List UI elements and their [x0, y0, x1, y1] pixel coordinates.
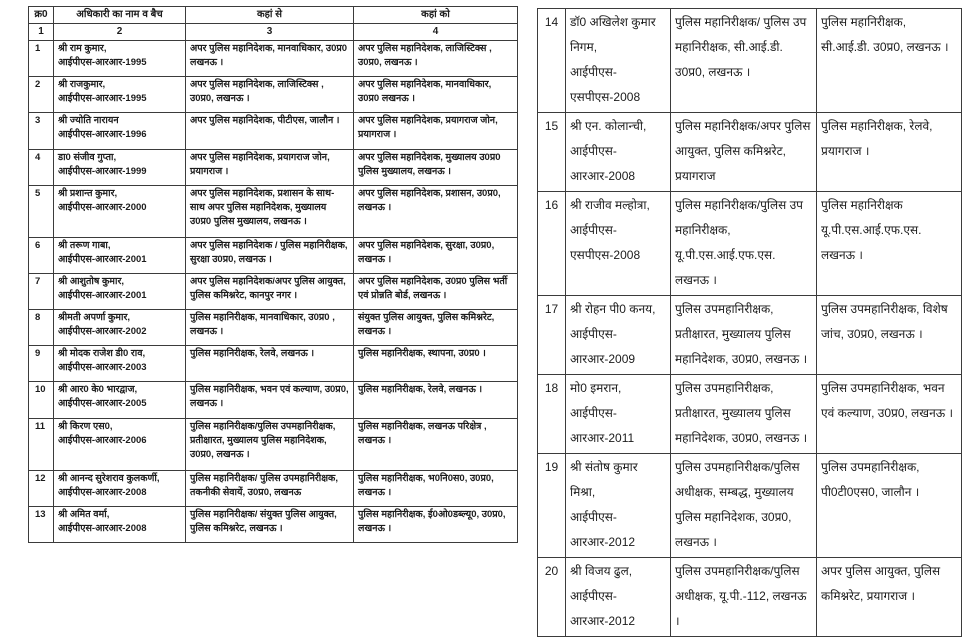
- table-row: [538, 113, 962, 192]
- col-number-4: 4: [354, 24, 518, 41]
- officer-batch: आईपीएस-आरआर-1995: [58, 57, 147, 68]
- to-posting-cell: अपर पुलिस महानिदेशक, सुरक्षा, उ0प्र0, लखनऊ ।: [354, 237, 518, 273]
- from-posting-cell: पुलिस महानिरीक्षक/अपर पुलिस आयुक्त, पुलिस कमिश्नरेट, प्रयागराज: [671, 113, 817, 192]
- table-row: [29, 382, 518, 418]
- column-number-row: [29, 24, 518, 41]
- from-posting-cell: पुलिस महानिरीक्षक, रेलवे, लखनऊ ।: [186, 346, 354, 382]
- to-posting-cell: पुलिस महानिरीक्षक, रेलवे, प्रयागराज ।: [817, 113, 962, 192]
- officer-transfer-table-right: [537, 8, 962, 637]
- to-posting-cell: पुलिस महानिरीक्षक, सी.आई.डी. उ0प्र0, लखनऊ ।: [817, 9, 962, 113]
- to-posting-cell: पुलिस महानिरीक्षक, भ0नि0स0, उ0प्र0, लखनऊ ।: [354, 470, 518, 506]
- officer-batch: आईपीएस-आरआर-2008: [58, 486, 147, 498]
- to-posting-cell: अपर पुलिस महानिदेशक, मानवाधिकार, उ0प्र0 लखनऊ ।: [354, 77, 518, 113]
- to-posting-cell: पुलिस उपमहानिरीक्षक, भवन एवं कल्याण, उ0प्र0, लखनऊ ।: [817, 375, 962, 454]
- officer-name: श्री राम कुमार,: [58, 43, 107, 54]
- to-posting-cell: अपर पुलिस महानिदेशक, प्रशासन, उ0प्र0, लखनऊ ।: [354, 185, 518, 237]
- table-row: [29, 470, 518, 506]
- table-row: [538, 9, 962, 113]
- from-posting-cell: पुलिस महानिरीक्षक/पुलिस उपमहानिरीक्षक, प्रतीक्षारत, मुख्यालय पुलिस महानिदेशक, उ0प्र0, लखनऊ ।: [186, 418, 354, 470]
- officer-name: श्री आनन्द सुरेशराव कुलकर्णी,: [58, 472, 160, 484]
- to-posting-cell: अपर पुलिस महानिदेशक, मुख्यालय उ0प्र0 पुलिस मुख्यालय, लखनऊ ।: [354, 149, 518, 185]
- officer-batch: आईपीएस-आरआर-1996: [58, 129, 147, 141]
- officer-name: श्री राजकुमार,: [58, 79, 106, 91]
- officer-name-cell: [54, 346, 186, 382]
- col-header-to: कहां को: [354, 7, 518, 24]
- officer-batch: आईपीएस-आरआर-2008: [58, 522, 147, 534]
- from-posting-cell: पुलिस महानिरीक्षक/ पुलिस उप महानिरीक्षक, सी.आई.डी. उ0प्र0, लखनऊ ।: [671, 9, 817, 113]
- officer-batch: आईपीएस-आरआर-2008: [570, 144, 636, 183]
- to-posting-cell: संयुक्त पुलिस आयुक्त, पुलिस कमिश्नरेट, लखनऊ ।: [354, 310, 518, 346]
- officer-name: श्री ज्योति नारायन: [58, 115, 119, 127]
- from-posting-cell: पुलिस महानिरीक्षक, भवन एवं कल्याण, उ0प्र0, लखनऊ ।: [186, 382, 354, 418]
- officer-batch: आईपीएस-एसपीएस-2008: [570, 65, 641, 104]
- officer-name: श्री अमित वर्मा,: [58, 508, 110, 520]
- officer-batch: आईपीएस-एसपीएस-2008: [570, 223, 641, 262]
- from-posting-cell: अपर पुलिस महानिदेशक, लाजिस्टिक्स , उ0प्र0, लखनऊ ।: [186, 77, 354, 113]
- table-row: [29, 41, 518, 77]
- serial-number: 15: [538, 113, 566, 192]
- from-posting-cell: अपर पुलिस महानिदेशक, मानवाधिकार, उ0प्र0 लखनऊ ।: [186, 41, 354, 77]
- officer-name: श्री प्रशान्त कुमार,: [58, 187, 118, 199]
- serial-number: 2: [29, 77, 54, 113]
- officer-name: श्री तरूण गाबा,: [58, 239, 111, 251]
- serial-number: 6: [29, 237, 54, 273]
- officer-batch: आईपीएस-आरआर-2001: [58, 289, 147, 301]
- serial-number: 9: [29, 346, 54, 382]
- officer-name: श्री मोदक राजेश डी0 राव,: [58, 348, 146, 360]
- to-posting-cell: पुलिस उपमहानिरीक्षक, विशेष जांच, उ0प्र0, लखनऊ ।: [817, 296, 962, 375]
- table-row: [29, 346, 518, 382]
- table-row: [29, 77, 518, 113]
- serial-number: 1: [29, 41, 54, 77]
- officer-name-cell: [566, 296, 671, 375]
- col-header-serial: क्र0: [29, 7, 54, 24]
- from-posting-cell: पुलिस उपमहानिरीक्षक/पुलिस अधीक्षक, यू.पी.-112, लखनऊ ।: [671, 558, 817, 637]
- to-posting-cell: पुलिस उपमहानिरीक्षक, पी0टी0एस0, जालौन ।: [817, 454, 962, 558]
- officer-name: मो0 इमरान,: [570, 381, 622, 395]
- to-posting-cell: अपर पुलिस आयुक्त, पुलिस कमिश्नरेट, प्रयागराज ।: [817, 558, 962, 637]
- table-row: [29, 149, 518, 185]
- officer-name-cell: [566, 9, 671, 113]
- officer-name: श्री आशुतोष कुमार,: [58, 275, 124, 287]
- to-posting-cell: अपर पुलिस महानिदेशक, उ0प्र0 पुलिस भर्ती एवं प्रोन्नति बोर्ड, लखनऊ ।: [354, 273, 518, 309]
- from-posting-cell: अपर पुलिस महानिदेशक, प्रशासन के साथ-साथ अपर पुलिस महानिदेशक, मुख्यालय उ0प्र0 पुलिस मुख्यालय, लखनऊ ।: [186, 185, 354, 237]
- officer-batch: आईपीएस-आरआर-2011: [570, 406, 635, 445]
- officer-name: श्री आर0 के0 भारद्वाज,: [58, 384, 138, 396]
- officer-name-cell: [566, 375, 671, 454]
- table-row: [538, 375, 962, 454]
- from-posting-cell: अपर पुलिस महानिदेशक, प्रयागराज जोन, प्रयागराज ।: [186, 149, 354, 185]
- officer-name: श्री एन. कोलान्ची,: [570, 119, 647, 133]
- serial-number: 20: [538, 558, 566, 637]
- serial-number: 14: [538, 9, 566, 113]
- to-posting-cell: पुलिस महानिरीक्षक यू.पी.एस.आई.एफ.एस. लखनऊ ।: [817, 192, 962, 296]
- col-header-from: कहां से: [186, 7, 354, 24]
- to-posting-cell: अपर पुलिस महानिदेशक, लाजिस्टिक्स , उ0प्र0, लखनऊ ।: [354, 41, 518, 77]
- col-header-name-batch: अधिकारी का नाम व बैच: [54, 7, 186, 24]
- officer-name-cell: [54, 418, 186, 470]
- officer-name: डॉ0 अखिलेश कुमार निगम,: [570, 15, 656, 54]
- from-posting-cell: पुलिस महानिरीक्षक, मानवाधिकार, उ0प्र0 , लखनऊ ।: [186, 310, 354, 346]
- officer-name-cell: [566, 113, 671, 192]
- serial-number: 3: [29, 113, 54, 149]
- table-row: [538, 296, 962, 375]
- officer-name: श्री संतोष कुमार मिश्रा,: [570, 460, 638, 499]
- serial-number: 7: [29, 273, 54, 309]
- from-posting-cell: पुलिस उपमहानिरीक्षक, प्रतीक्षारत, मुख्यालय पुलिस महानिदेशक, उ0प्र0, लखनऊ ।: [671, 296, 817, 375]
- to-posting-cell: पुलिस महानिरीक्षक, लखनऊ परिक्षेत्र , लखनऊ ।: [354, 418, 518, 470]
- officer-name: श्री विजय ढुल,: [570, 564, 633, 578]
- table-row: [538, 192, 962, 296]
- officer-batch: आईपीएस-आरआर-2006: [58, 434, 147, 446]
- from-posting-cell: पुलिस महानिरीक्षक/ संयुक्त पुलिस आयुक्त, पुलिस कमिश्नरेट, लखनऊ ।: [186, 506, 354, 542]
- serial-number: 18: [538, 375, 566, 454]
- officer-name: श्री राजीव मल्होत्रा,: [570, 198, 650, 212]
- from-posting-cell: पुलिस महानिरीक्षक/पुलिस उप महानिरीक्षक, यू.पी.एस.आई.एफ.एस. लखनऊ ।: [671, 192, 817, 296]
- officer-transfer-table-left: [28, 6, 518, 543]
- col-number-3: 3: [186, 24, 354, 41]
- serial-number: 16: [538, 192, 566, 296]
- officer-name: श्रीमती अपर्णा कुमार,: [58, 312, 130, 324]
- officer-batch: आईपीएस-आरआर-2009: [570, 327, 636, 366]
- officer-name-cell: [54, 41, 186, 77]
- from-posting-cell: पुलिस उपमहानिरीक्षक, प्रतीक्षारत, मुख्यालय पुलिस महानिदेशक, उ0प्र0, लखनऊ ।: [671, 375, 817, 454]
- officer-batch: आईपीएस-आरआर-2005: [58, 398, 147, 410]
- table-row: [538, 454, 962, 558]
- officer-batch: आईपीएस-आरआर-2003: [58, 362, 147, 374]
- header-row: [29, 7, 518, 24]
- table-row: [29, 113, 518, 149]
- table-row: [29, 273, 518, 309]
- officer-name-cell: [566, 192, 671, 296]
- officer-batch: आईपीएस-आरआर-1995: [58, 93, 147, 105]
- table-row: [29, 310, 518, 346]
- officer-name-cell: [566, 454, 671, 558]
- serial-number: 10: [29, 382, 54, 418]
- table-row: [29, 237, 518, 273]
- officer-name-cell: [54, 149, 186, 185]
- officer-batch: आईपीएस-आरआर-1999: [58, 165, 147, 177]
- officer-name: डा0 संजीव गुप्ता,: [58, 151, 117, 163]
- officer-name-cell: [54, 77, 186, 113]
- table-row: [29, 418, 518, 470]
- serial-number: 19: [538, 454, 566, 558]
- from-posting-cell: पुलिस महानिरीक्षक/ पुलिस उपमहानिरीक्षक, तकनीकी सेवायें, उ0प्र0, लखनऊ: [186, 470, 354, 506]
- officer-name-cell: [54, 237, 186, 273]
- col-number-1: 1: [29, 24, 54, 41]
- serial-number: 17: [538, 296, 566, 375]
- table-row: [538, 558, 962, 637]
- serial-number: 4: [29, 149, 54, 185]
- table-row: [29, 185, 518, 237]
- officer-name-cell: [54, 273, 186, 309]
- to-posting-cell: पुलिस महानिरीक्षक, ई0ओ0डब्ल्यू0, उ0प्र0, लखनऊ ।: [354, 506, 518, 542]
- from-posting-cell: पुलिस उपमहानिरीक्षक/पुलिस अधीक्षक, सम्बद्ध, मुख्यालय पुलिस महानिदेशक, उ0प्र0, लखनऊ ।: [671, 454, 817, 558]
- to-posting-cell: अपर पुलिस महानिदेशक, प्रयागराज जोन, प्रयागराज ।: [354, 113, 518, 149]
- officer-name-cell: [566, 558, 671, 637]
- officer-name-cell: [54, 470, 186, 506]
- officer-batch: आईपीएस-आरआर-2012: [570, 510, 636, 549]
- from-posting-cell: अपर पुलिस महानिदेशक / पुलिस महानिरीक्षक, सुरक्षा उ0प्र0, लखनऊ ।: [186, 237, 354, 273]
- officer-name-cell: [54, 506, 186, 542]
- col-number-2: 2: [54, 24, 186, 41]
- from-posting-cell: अपर पुलिस महानिदेशक/अपर पुलिस आयुक्त, पुलिस कमिश्नरेट, कानपुर नगर ।: [186, 273, 354, 309]
- officer-name-cell: [54, 310, 186, 346]
- officer-batch: आईपीएस-आरआर-2012: [570, 589, 636, 628]
- officer-name-cell: [54, 382, 186, 418]
- to-posting-cell: पुलिस महानिरीक्षक, स्थापना, उ0प्र0 ।: [354, 346, 518, 382]
- serial-number: 8: [29, 310, 54, 346]
- officer-batch: आईपीएस-आरआर-2000: [58, 201, 147, 213]
- officer-batch: आईपीएस-आरआर-2001: [58, 253, 147, 265]
- serial-number: 5: [29, 185, 54, 237]
- serial-number: 12: [29, 470, 54, 506]
- serial-number: 11: [29, 418, 54, 470]
- officer-name-cell: [54, 185, 186, 237]
- from-posting-cell: अपर पुलिस महानिदेशक, पीटीएस, जालौन ।: [186, 113, 354, 149]
- officer-batch: आईपीएस-आरआर-2002: [58, 326, 147, 338]
- serial-number: 13: [29, 506, 54, 542]
- officer-name: श्री किरण एस0,: [58, 420, 113, 432]
- officer-name: श्री रोहन पी0 कनय,: [570, 302, 656, 316]
- to-posting-cell: पुलिस महानिरीक्षक, रेलवे, लखनऊ ।: [354, 382, 518, 418]
- officer-name-cell: [54, 113, 186, 149]
- table-row: [29, 506, 518, 542]
